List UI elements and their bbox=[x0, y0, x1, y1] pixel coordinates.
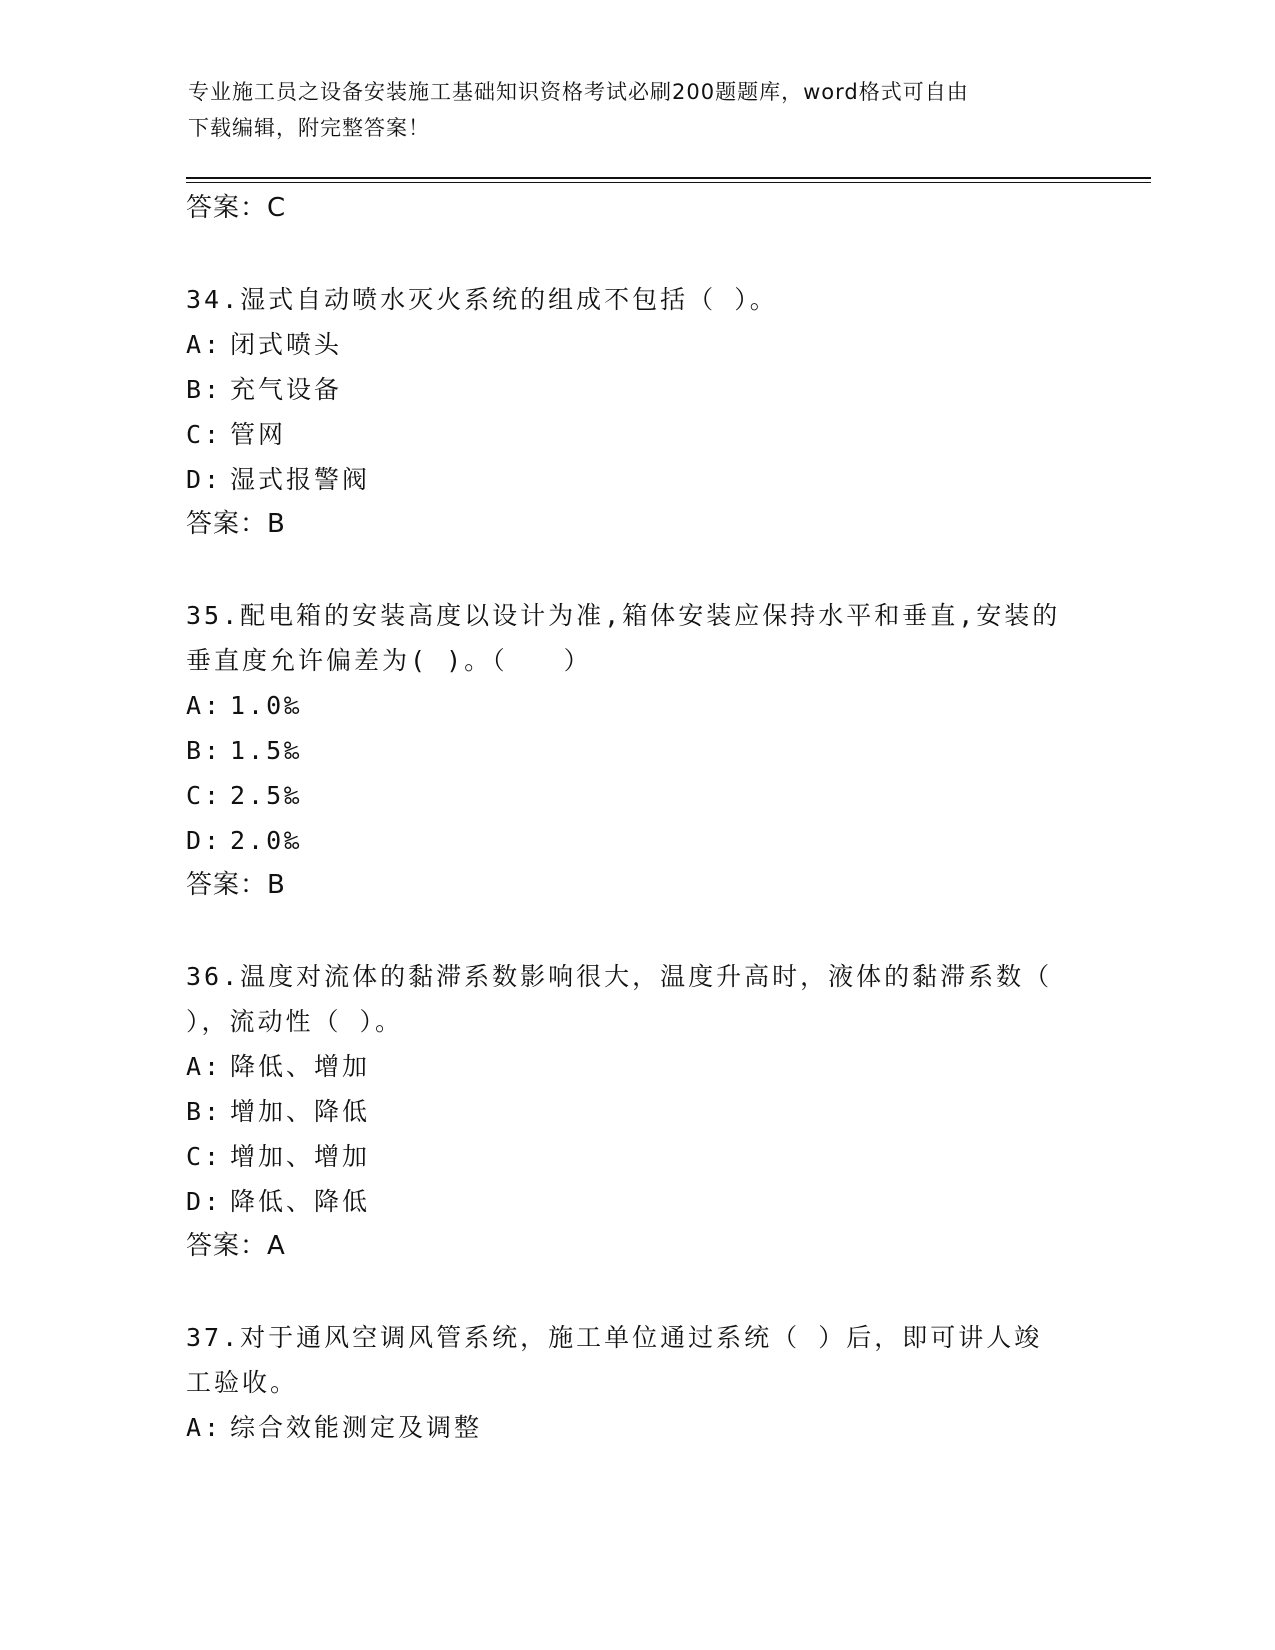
question-list bbox=[186, 186, 1086, 1450]
header-divider bbox=[186, 177, 1151, 179]
answer-line: 答案：B bbox=[186, 509, 286, 539]
option-a: A: 降低、增加 bbox=[186, 1052, 371, 1081]
question-block bbox=[186, 1315, 1086, 1450]
header-divider-thin bbox=[186, 182, 1151, 183]
question-text: 37.对于通风空调风管系统，施工单位通过系统（ ）后，即可讲人竣 bbox=[186, 1323, 1043, 1352]
option-c: C: 2.5‰ bbox=[186, 781, 303, 810]
option-c: C: 管网 bbox=[186, 420, 287, 449]
option-d: D: 降低、降低 bbox=[186, 1187, 371, 1216]
header-line-1: 专业施工员之设备安装施工基础知识资格考试必刷200题题库，word格式可自由 bbox=[188, 80, 969, 104]
option-a: A: 1.0‰ bbox=[186, 691, 303, 720]
answer-line: 答案：C bbox=[186, 193, 287, 223]
question-text: 34.湿式自动喷水灭火系统的组成不包括（ ）。 bbox=[186, 285, 778, 314]
option-a: A: 闭式喷头 bbox=[186, 330, 343, 359]
question-text-cont: 垂直度允许偏差为( )。（ ） bbox=[186, 646, 592, 675]
option-b: B: 充气设备 bbox=[186, 375, 343, 404]
option-b: B: 1.5‰ bbox=[186, 736, 303, 765]
option-b: B: 增加、降低 bbox=[186, 1097, 371, 1126]
option-d: D: 2.0‰ bbox=[186, 826, 303, 855]
header-line-2: 下载编辑，附完整答案！ bbox=[188, 116, 430, 140]
question-block bbox=[186, 277, 1086, 547]
answer-line: 答案：B bbox=[186, 870, 286, 900]
answer-line: 答案：A bbox=[186, 1231, 286, 1261]
question-block bbox=[186, 954, 1086, 1269]
question-block bbox=[186, 593, 1086, 908]
option-a: A: 综合效能测定及调整 bbox=[186, 1413, 483, 1442]
question-text: 35.配电箱的安装高度以设计为准,箱体安装应保持水平和垂直,安装的 bbox=[186, 601, 1061, 630]
question-text-cont: 工验收。 bbox=[186, 1368, 299, 1397]
option-d: D: 湿式报警阀 bbox=[186, 465, 371, 494]
document-header bbox=[188, 74, 1068, 146]
option-c: C: 增加、增加 bbox=[186, 1142, 371, 1171]
question-text-cont: ），流动性（ ）。 bbox=[186, 1007, 404, 1036]
question-text: 36.温度对流体的黏滞系数影响很大，温度升高时，液体的黏滞系数（ bbox=[186, 962, 1053, 991]
